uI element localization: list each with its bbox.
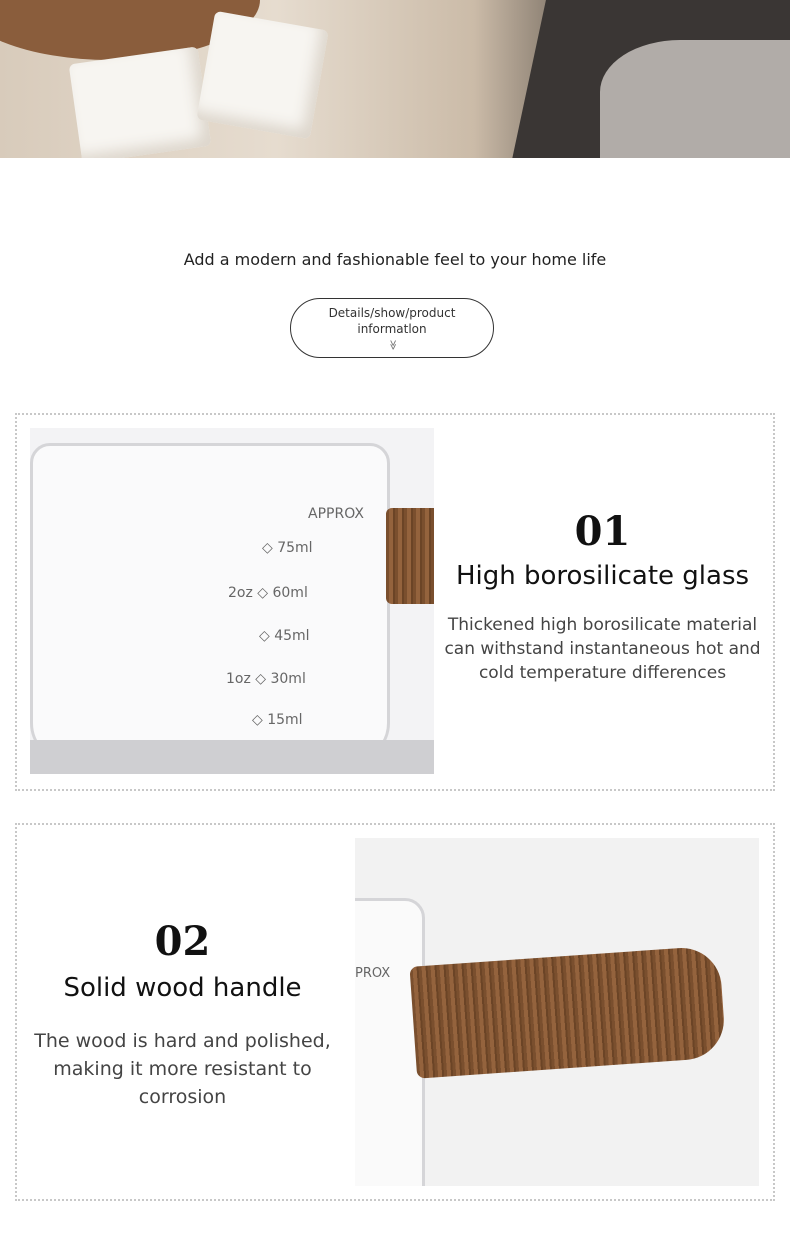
- details-button[interactable]: [290, 298, 494, 358]
- feature-description: Thickened high borosilicate material can withstand instantaneous hot and cold temperature differences: [444, 615, 761, 683]
- feature-number: 02: [154, 918, 211, 965]
- approx-label: APPROX: [308, 506, 364, 522]
- mark-15: ◇ 15ml: [252, 712, 303, 728]
- glass-photo: [30, 428, 434, 774]
- mark-45: ◇ 45ml: [259, 628, 310, 644]
- approx-label: PROX: [355, 966, 391, 981]
- surface: [30, 740, 434, 774]
- tagline: Add a modern and fashionable feel to your home life: [183, 250, 607, 269]
- feature-title: Solid wood handle: [63, 973, 302, 1003]
- feature-title: High borosilicate glass: [455, 561, 750, 591]
- sugar-cube: [196, 11, 328, 139]
- wood-handle-photo: [355, 838, 759, 1186]
- feature-number: 01: [574, 508, 631, 555]
- wood-handle: [386, 508, 434, 604]
- book-page: [600, 40, 790, 158]
- hero-photo: [0, 0, 790, 158]
- mark-60: 2oz ◇ 60ml: [228, 585, 308, 601]
- wood-handle: [409, 945, 726, 1078]
- chevron-down-icon: ≫: [387, 339, 398, 351]
- feature-description: The wood is hard and polished, making it more resistant to corrosion: [34, 1030, 331, 1108]
- sugar-cube: [69, 46, 212, 158]
- glass-cup: [30, 443, 390, 763]
- details-button-line1: Details/show/product: [328, 306, 456, 320]
- details-button-line2: informatlon: [357, 322, 427, 336]
- mark-75: ◇ 75ml: [262, 540, 313, 556]
- mark-30: 1oz ◇ 30ml: [226, 671, 306, 687]
